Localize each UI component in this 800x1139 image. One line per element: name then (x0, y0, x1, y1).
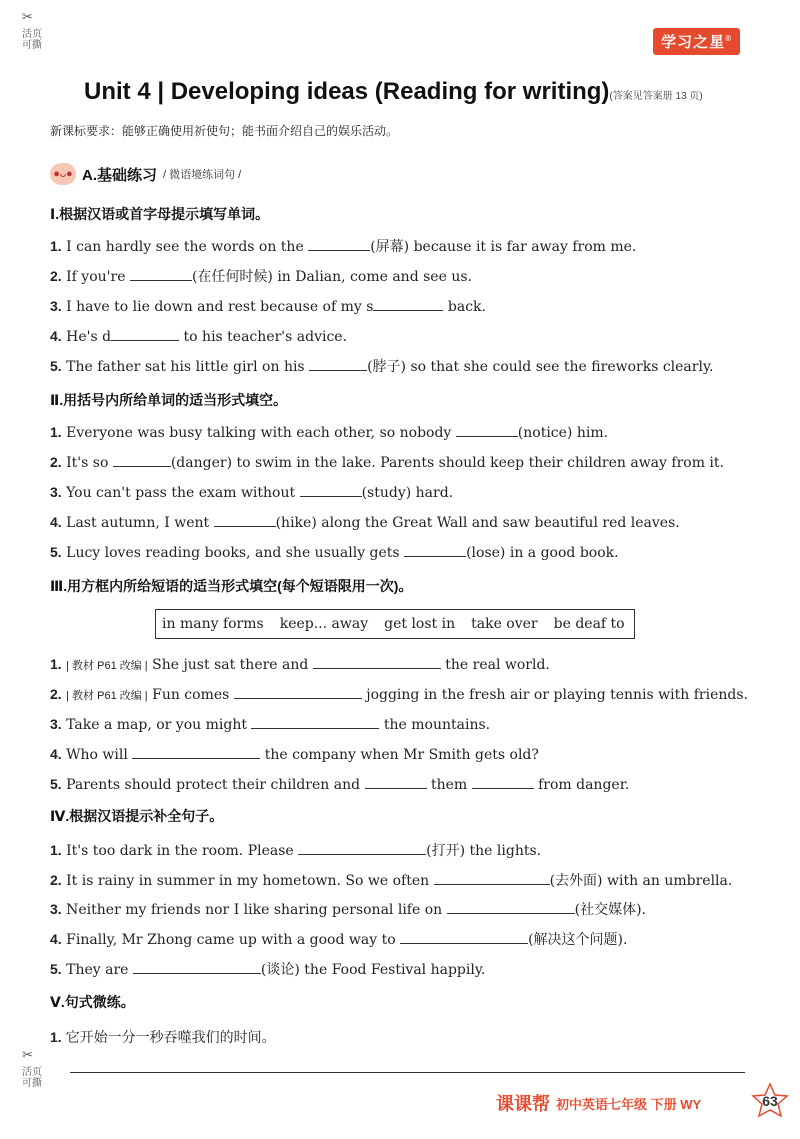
answer-blank[interactable] (214, 512, 276, 527)
part5-heading: Ⅴ.句式微练。 (50, 994, 135, 1010)
answer-blank[interactable] (234, 684, 362, 699)
answer-blank[interactable] (111, 326, 179, 341)
answer-blank[interactable] (251, 714, 379, 729)
logo-mark: ® (725, 34, 732, 43)
answer-blank[interactable] (400, 929, 528, 944)
brand-logo (653, 28, 740, 55)
phrase-option: be deaf to (553, 616, 625, 632)
part2-heading: Ⅱ.用括号内所给单词的适当形式填空。 (50, 392, 288, 408)
section-a-title: A.基础练习 (82, 166, 158, 184)
part1-item-3: 3. I have to lie down and rest because of my s back. (50, 298, 486, 315)
answer-blank[interactable] (434, 870, 550, 885)
part3-heading: Ⅲ.用方框内所给短语的适当形式填空(每个短语限用一次)。 (50, 578, 413, 594)
page-number (750, 1082, 790, 1120)
part1-item-2: 2. If you're (在任何时候) in Dalian, come and see us. (50, 268, 472, 285)
title-answer-ref: (答案见答案册 13 页) (609, 91, 703, 102)
answer-line[interactable] (70, 1072, 745, 1073)
part4-item-5: 5. They are (谈论) the Food Festival happily. (50, 961, 486, 978)
part3-item-1: 1. | 教材 P61 改编 | She just sat there and the real world. (50, 656, 550, 673)
part2-item-4: 4. Last autumn, I went (hike) along the Great Wall and saw beautiful red leaves. (50, 514, 680, 531)
phrase-option: take over (471, 616, 538, 632)
answer-blank[interactable] (298, 840, 426, 855)
answer-blank[interactable] (300, 482, 362, 497)
phrase-option: get lost in (384, 616, 456, 632)
tear-label: 活页可撕 (22, 1067, 42, 1089)
page-title (84, 78, 703, 106)
face-icon: ●ᴗ● (50, 163, 76, 185)
answer-blank[interactable] (404, 542, 466, 557)
part2-item-2: 2. It's so (danger) to swim in the lake. Parents should keep their children away from it. (50, 454, 724, 471)
answer-blank[interactable] (113, 452, 171, 467)
part4-item-1: 1. It's too dark in the room. Please (打开) the lights. (50, 842, 542, 859)
part4-heading: Ⅳ.根据汉语提示补全句子。 (50, 808, 224, 824)
part1-item-1: 1. I can hardly see the words on the (屏幕) because it is far away from me. (50, 238, 637, 255)
footer-book-title: 初中英语七年级 下册 WY (556, 1096, 702, 1112)
scissors-icon: ✂ (22, 10, 33, 25)
part4-item-4: 4. Finally, Mr Zhong came up with a good way to (解决这个问题). (50, 931, 628, 948)
part1-item-5: 5. The father sat his little girl on his (脖子) so that she could see the fireworks clearly. (50, 358, 714, 375)
part4-item-2: 2. It is rainy in summer in my hometown. So we often (去外面) with an umbrella. (50, 872, 733, 889)
part2-item-5: 5. Lucy loves reading books, and she usually gets (lose) in a good book. (50, 544, 619, 561)
logo-text: 学习之星 (661, 34, 726, 51)
answer-blank[interactable] (365, 774, 427, 789)
page-number-text: 63 (762, 1093, 778, 1109)
title-main: Unit 4 | Developing ideas (Reading for writing) (84, 78, 610, 105)
section-a-subtitle: / 微语境练词句 / (163, 169, 242, 181)
answer-blank[interactable] (313, 654, 441, 669)
answer-blank[interactable] (133, 959, 261, 974)
footer-brand: 课课帮 (496, 1094, 550, 1114)
curriculum-standard: 新课标要求：能够正确使用祈使句；能书面介绍自己的娱乐活动。 (50, 124, 399, 138)
part1-heading: Ⅰ.根据汉语或首字母提示填写单词。 (50, 206, 270, 222)
tear-strip-top (22, 10, 48, 51)
phrase-option: in many forms (162, 616, 264, 632)
part3-item-3: 3. Take a map, or you might the mountains. (50, 716, 491, 733)
part4-item-3: 3. Neither my friends nor I like sharing personal life on (社交媒体). (50, 901, 646, 918)
part3-item-4: 4. Who will the company when Mr Smith gets old? (50, 746, 539, 763)
part3-item-2: 2. | 教材 P61 改编 | Fun comes jogging in the fresh air or playing tennis with friends. (50, 686, 748, 703)
answer-blank[interactable] (132, 744, 260, 759)
phrase-option: keep... away (279, 616, 369, 632)
tear-strip-bottom (22, 1048, 48, 1089)
part1-item-4: 4. He's d to his teacher's advice. (50, 328, 348, 345)
part2-item-1: 1. Everyone was busy talking with each other, so nobody (notice) him. (50, 424, 609, 441)
footer-branding (496, 1090, 701, 1116)
answer-blank[interactable] (447, 899, 575, 914)
answer-blank[interactable] (456, 422, 518, 437)
answer-blank[interactable] (373, 296, 443, 311)
part3-item-5: 5. Parents should protect their children and them from danger. (50, 776, 630, 793)
answer-blank[interactable] (130, 266, 192, 281)
tear-label: 活页可撕 (22, 29, 42, 51)
part5-item-1: 1. 它开始一分一秒吞噬我们的时间。 (50, 1029, 276, 1045)
phrase-box (155, 609, 635, 639)
scissors-icon: ✂ (22, 1048, 33, 1063)
answer-blank[interactable] (472, 774, 534, 789)
part2-item-3: 3. You can't pass the exam without (study) hard. (50, 484, 454, 501)
answer-blank[interactable] (308, 236, 370, 251)
answer-blank[interactable] (309, 356, 367, 371)
section-a-header (50, 162, 241, 186)
